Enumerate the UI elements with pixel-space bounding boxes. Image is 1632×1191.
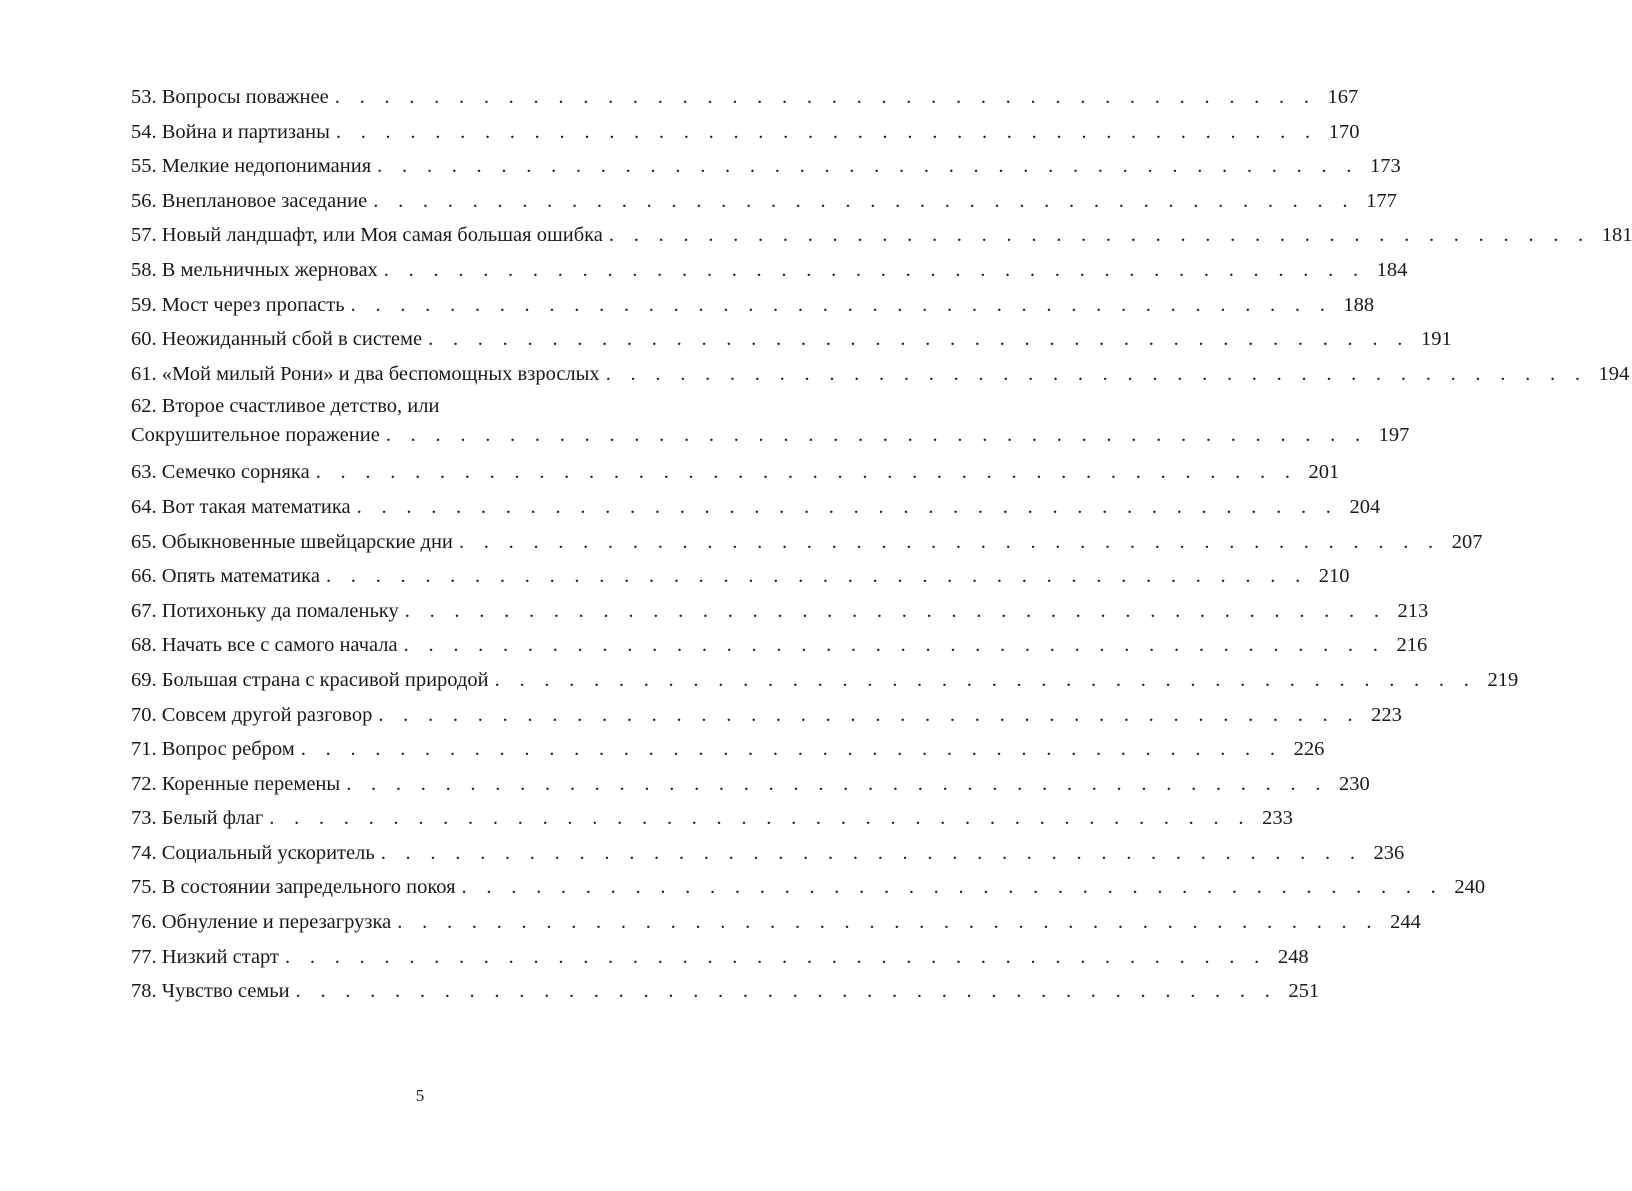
toc-entry-62[interactable] <box>131 391 1410 450</box>
toc-entry-title: 76. Обнуление и перезагрузка <box>131 911 392 934</box>
toc-entry-title: 73. Белый флаг <box>131 807 264 830</box>
toc-entry-page: 207 <box>1451 530 1483 553</box>
toc-entry-71[interactable] <box>131 732 1325 767</box>
toc-entry-title: 56. Внеплановое заседание <box>131 189 368 212</box>
toc-entry-54[interactable] <box>131 115 1360 150</box>
dot-leader: . . . . . . . . . . . . . . . . . . . . . . . . . . . . . . . . . . . . . . . . <box>397 911 1379 934</box>
toc-entry-page: 197 <box>1378 424 1410 447</box>
toc-entry-65[interactable] <box>131 525 1483 560</box>
toc-entry-60[interactable] <box>131 322 1452 357</box>
toc-entry-63[interactable] <box>131 455 1340 490</box>
toc-entry-page: 191 <box>1420 328 1452 351</box>
toc-entry-53[interactable] <box>131 80 1359 115</box>
toc-entry-68[interactable] <box>131 628 1428 663</box>
toc-entry-page: 194 <box>1598 362 1630 385</box>
dot-leader: . . . . . . . . . . . . . . . . . . . . . . . . . . . . . . . . . . . . . . . . <box>494 668 1477 691</box>
toc-entry-57[interactable] <box>131 218 1632 253</box>
toc-entry-page: 248 <box>1277 945 1309 968</box>
dot-leader: . . . . . . . . . . . . . . . . . . . . . . . . . . . . . . . . . . . . . . . . <box>458 530 1441 553</box>
toc-entry-title: 67. Потихоньку да помаленьку <box>131 599 399 622</box>
dot-leader: . . . . . . . . . . . . . . . . . . . . . . . . . . . . . . . . . . . . . . . . <box>335 120 1318 143</box>
toc-entry-70[interactable] <box>131 698 1402 733</box>
toc-entry-73[interactable] <box>131 801 1293 836</box>
toc-entry-75[interactable] <box>131 870 1486 905</box>
toc-entry-page: 204 <box>1349 495 1381 518</box>
dot-leader: . . . . . . . . . . . . . . . . . . . . . . . . . . . . . . . . . . . . . . . . <box>350 293 1333 316</box>
toc-entry-title: 78. Чувство семьи <box>131 980 290 1003</box>
dot-leader: . . . . . . . . . . . . . . . . . . . . . . . . . . . . . . . . . . . . . . . . <box>373 189 1355 212</box>
dot-leader: . . . . . . . . . . . . . . . . . . . . . . . . . . . . . . . . . . . . . . . . <box>380 841 1363 864</box>
toc-entry-title: 69. Большая страна с красивой природой <box>131 668 489 691</box>
toc-entry-page: 184 <box>1376 258 1408 281</box>
toc-entry-title: 71. Вопрос ребром <box>131 738 295 761</box>
toc-entry-56[interactable] <box>131 184 1397 219</box>
toc-entry-page: 226 <box>1293 738 1325 761</box>
toc-entry-page: 201 <box>1308 461 1340 484</box>
dot-leader: . . . . . . . . . . . . . . . . . . . . . . . . . . . . . . . . . . . . . . . . <box>300 738 1283 761</box>
dot-leader: . . . . . . . . . . . . . . . . . . . . . . . . . . . . . . . . . . . . . . . . <box>428 328 1410 351</box>
dot-leader: . . . . . . . . . . . . . . . . . . . . . . . . . . . . . . . . . . . . . . . . <box>315 461 1298 484</box>
toc-entry-title-line1: 62. Второе счастливое детство, или <box>131 395 440 418</box>
toc-entry-page: 233 <box>1262 807 1293 830</box>
toc-entry-76[interactable] <box>131 905 1421 940</box>
dot-leader: . . . . . . . . . . . . . . . . . . . . . . . . . . . . . . . . . . . . . . . . <box>383 258 1366 281</box>
toc-entry-title: 66. Опять математика <box>131 565 320 588</box>
dot-leader: . . . . . . . . . . . . . . . . . . . . . . . . . . . . . . . . . . . . . . . . <box>403 634 1386 657</box>
toc-entry-page: 236 <box>1373 841 1405 864</box>
toc-entry-title: 54. Война и партизаны <box>131 120 330 143</box>
dot-leader: . . . . . . . . . . . . . . . . . . . . . . . . . . . . . . . . . . . . . . . . <box>334 86 1317 108</box>
table-of-contents <box>131 80 1632 1009</box>
page-number: 5 <box>415 1086 425 1105</box>
toc-entry-page: 188 <box>1343 293 1375 316</box>
toc-entry-page: 173 <box>1369 155 1401 178</box>
toc-entry-67[interactable] <box>131 594 1429 629</box>
toc-entry-title: 64. Вот такая математика <box>131 495 351 518</box>
toc-entry-page: 219 <box>1487 668 1519 691</box>
toc-entry-page: 230 <box>1339 772 1370 795</box>
toc-entry-page: 210 <box>1318 565 1350 588</box>
dot-leader: . . . . . . . . . . . . . . . . . . . . . . . . . . . . . . . . . . . . . . . . <box>295 980 1278 1003</box>
toc-entry-55[interactable] <box>131 149 1401 184</box>
toc-entry-title: 55. Мелкие недопонимания <box>131 155 372 178</box>
toc-entry-64[interactable] <box>131 490 1381 525</box>
dot-leader: . . . . . . . . . . . . . . . . . . . . . . . . . . . . . . . . . . . . . . . . <box>269 807 1251 830</box>
toc-entry-title: 65. Обыкновенные швейцарские дни <box>131 530 453 553</box>
toc-entry-title: 60. Неожиданный сбой в системе <box>131 328 423 351</box>
dot-leader: . . . . . . . . . . . . . . . . . . . . . . . . . . . . . . . . . . . . . . . . <box>404 599 1387 622</box>
toc-entry-74[interactable] <box>131 836 1405 871</box>
toc-entry-title: 59. Мост через пропасть <box>131 293 345 316</box>
toc-entry-page: 177 <box>1366 189 1397 212</box>
dot-leader: . . . . . . . . . . . . . . . . . . . . . . . . . . . . . . . . . . . . . . . . <box>605 362 1588 385</box>
toc-entry-page: 181 <box>1601 224 1632 247</box>
toc-entry-page: 223 <box>1371 703 1402 726</box>
toc-entry-title: 77. Низкий старт <box>131 945 279 968</box>
toc-entry-title: 74. Социальный ускоритель <box>131 841 375 864</box>
toc-entry-page: 240 <box>1454 876 1486 899</box>
dot-leader: . . . . . . . . . . . . . . . . . . . . . . . . . . . . . . . . . . . . . . . . <box>285 945 1267 968</box>
toc-entry-title: 68. Начать все с самого начала <box>131 634 398 657</box>
toc-entry-page: 170 <box>1328 120 1360 143</box>
dot-leader: . . . . . . . . . . . . . . . . . . . . . . . . . . . . . . . . . . . . . . . . <box>377 155 1359 178</box>
toc-entry-title: 58. В мельничных жерновах <box>131 258 378 281</box>
toc-entry-66[interactable] <box>131 559 1350 594</box>
toc-entry-title: 57. Новый ландшафт, или Моя самая большая ошибка <box>131 224 603 247</box>
toc-entry-page: 244 <box>1390 911 1421 934</box>
toc-entry-page: 167 <box>1327 86 1359 108</box>
toc-entry-78[interactable] <box>131 974 1320 1009</box>
toc-entry-title: 75. В состоянии запредельного покоя <box>131 876 456 899</box>
toc-entry-69[interactable] <box>131 663 1519 698</box>
toc-entry-72[interactable] <box>131 767 1370 802</box>
dot-leader: . . . . . . . . . . . . . . . . . . . . . . . . . . . . . . . . . . . . . . . . <box>356 495 1339 518</box>
toc-entry-title: 61. «Мой милый Рони» и два беспомощных взрослых <box>131 362 600 385</box>
toc-entry-title: 53. Вопросы поважнее <box>131 86 329 108</box>
dot-leader: . . . . . . . . . . . . . . . . . . . . . . . . . . . . . . . . . . . . . . . . <box>385 424 1368 447</box>
toc-entry-title: 72. Коренные перемены <box>131 772 341 795</box>
toc-entry-62-line2 <box>131 421 1410 450</box>
toc-entry-59[interactable] <box>131 288 1375 323</box>
toc-entry-page: 216 <box>1396 634 1428 657</box>
dot-leader: . . . . . . . . . . . . . . . . . . . . . . . . . . . . . . . . . . . . . . . . <box>325 565 1308 588</box>
toc-entry-page: 213 <box>1397 599 1429 622</box>
toc-entry-61[interactable] <box>131 357 1630 392</box>
toc-entry-58[interactable] <box>131 253 1408 288</box>
toc-entry-77[interactable] <box>131 940 1309 975</box>
dot-leader: . . . . . . . . . . . . . . . . . . . . . . . . . . . . . . . . . . . . . . . . <box>378 703 1360 726</box>
toc-entry-page: 251 <box>1288 980 1320 1003</box>
dot-leader: . . . . . . . . . . . . . . . . . . . . . . . . . . . . . . . . . . . . . . . . <box>461 876 1444 899</box>
dot-leader: . . . . . . . . . . . . . . . . . . . . . . . . . . . . . . . . . . . . . . . . <box>346 772 1328 795</box>
toc-entry-title: 70. Совсем другой разговор <box>131 703 373 726</box>
dot-leader: . . . . . . . . . . . . . . . . . . . . . . . . . . . . . . . . . . . . . . . . <box>608 224 1591 247</box>
toc-entry-title: Сокрушительное поражение <box>131 424 380 447</box>
toc-entry-title: 63. Семечко сорняка <box>131 461 310 484</box>
